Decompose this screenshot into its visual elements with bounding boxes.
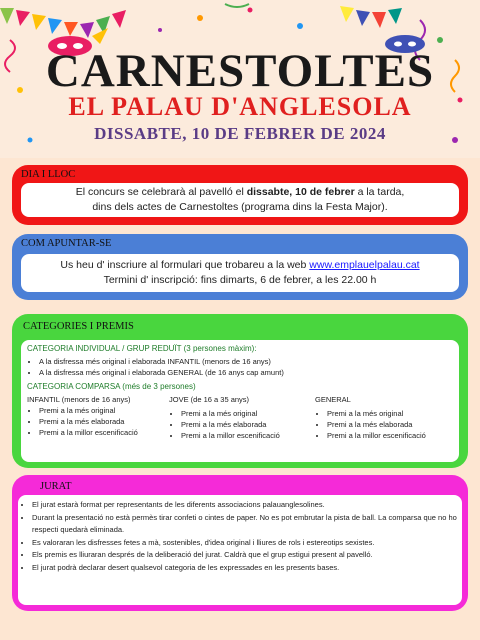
apuntar-section — [12, 234, 468, 300]
jurat-section — [12, 475, 468, 611]
jurat-label: JURAT — [40, 481, 72, 492]
column-general — [315, 394, 453, 441]
list-item: • El jurat estarà format per representants de les diferents associacions palauanglesolines. — [32, 499, 458, 512]
page-title: CARNESTOLTES — [45, 45, 435, 97]
event-date: DISSABTE, 10 DE FEBRER DE 2024 — [94, 124, 386, 143]
list-item: • Premi a la més elaborada — [181, 419, 315, 430]
list-item: • Premi a la més elaborada — [327, 419, 453, 430]
list-item: • Premi a la millor escenificació — [181, 430, 315, 441]
apuntar-line1: Us heu d' inscriure al formulari que trobareu a la web www.emplauelpalau.cat — [60, 259, 420, 271]
list-item: • Premi a la més elaborada — [39, 416, 169, 427]
categories-content — [21, 340, 459, 462]
list-item: • Premi a la més original — [181, 408, 315, 419]
list-item: • El jurat podrà declarar desert qualsevol categoria de les expressades en les presents bases. — [32, 562, 458, 575]
apuntar-label: COM APUNTAR-SE — [21, 238, 112, 249]
list-item: • Premi a la més original — [327, 408, 453, 419]
list-item: • Els premis es lliuraran després de la deliberació del jurat. Caldrà que el grup estigui present al pavelló. — [32, 549, 458, 562]
individual-title: CATEGORIA INDIVIDUAL / GRUP REDUÏT (3 persones màxim): — [27, 344, 257, 353]
list-item: • Es valoraran les disfresses fetes a mà, sostenibles, d'idea original i lliures de rols i estereotips sexistes. — [32, 537, 458, 550]
column-list — [27, 405, 169, 438]
categories-section — [12, 314, 468, 468]
list-item: • A la disfressa més original i elaborada GENERAL (de 16 anys cap amunt) — [39, 367, 453, 378]
dia-lloc-line2: dins dels actes de Carnestoltes (programa dins la Festa Major). — [92, 201, 388, 213]
dia-lloc-label: DIA I LLOC — [21, 169, 76, 180]
column-infantil — [27, 394, 169, 441]
list-item: • Premi a la millor escenificació — [327, 430, 453, 441]
column-heading: JOVE (de 16 a 35 anys) — [169, 395, 250, 404]
comparsa-columns — [27, 394, 453, 441]
list-item: • Premi a la millor escenificació — [39, 427, 169, 438]
header — [0, 0, 480, 158]
column-list — [315, 408, 453, 441]
dia-lloc-line1: El concurs se celebrarà al pavelló el dissabte, 10 de febrer a la tarda, — [75, 186, 405, 198]
comparsa-title: CATEGORIA COMPARSA (més de 3 persones) — [27, 382, 196, 391]
column-heading: GENERAL — [315, 395, 351, 404]
individual-list — [27, 356, 453, 378]
dia-lloc-content — [21, 183, 459, 217]
page-subtitle: EL PALAU D'ANGLESOLA — [68, 92, 412, 121]
column-list — [169, 408, 315, 441]
list-item: • Durant la presentació no està permès tirar confeti o cintes de paper. No es pot embrutar la pista de ball. La comparsa que no ho respecti quedarà eliminada. — [32, 512, 458, 537]
jurat-content — [18, 495, 462, 605]
list-item: • Premi a la més original — [39, 405, 169, 416]
column-heading: INFANTIL (menors de 16 anys) — [27, 395, 131, 404]
apuntar-content — [21, 254, 459, 292]
categories-label: CATEGORIES I PREMIS — [23, 321, 134, 332]
column-jove — [169, 394, 315, 441]
website-link[interactable]: www.emplauelpalau.cat — [309, 259, 420, 271]
dia-lloc-section — [12, 165, 468, 225]
jurat-list — [20, 499, 458, 574]
apuntar-line2: Termini d' inscripció: fins dimarts, 6 de febrer, a les 22.00 h — [103, 274, 377, 286]
list-item: • A la disfressa més original i elaborada INFANTIL (menors de 16 anys) — [39, 356, 453, 367]
